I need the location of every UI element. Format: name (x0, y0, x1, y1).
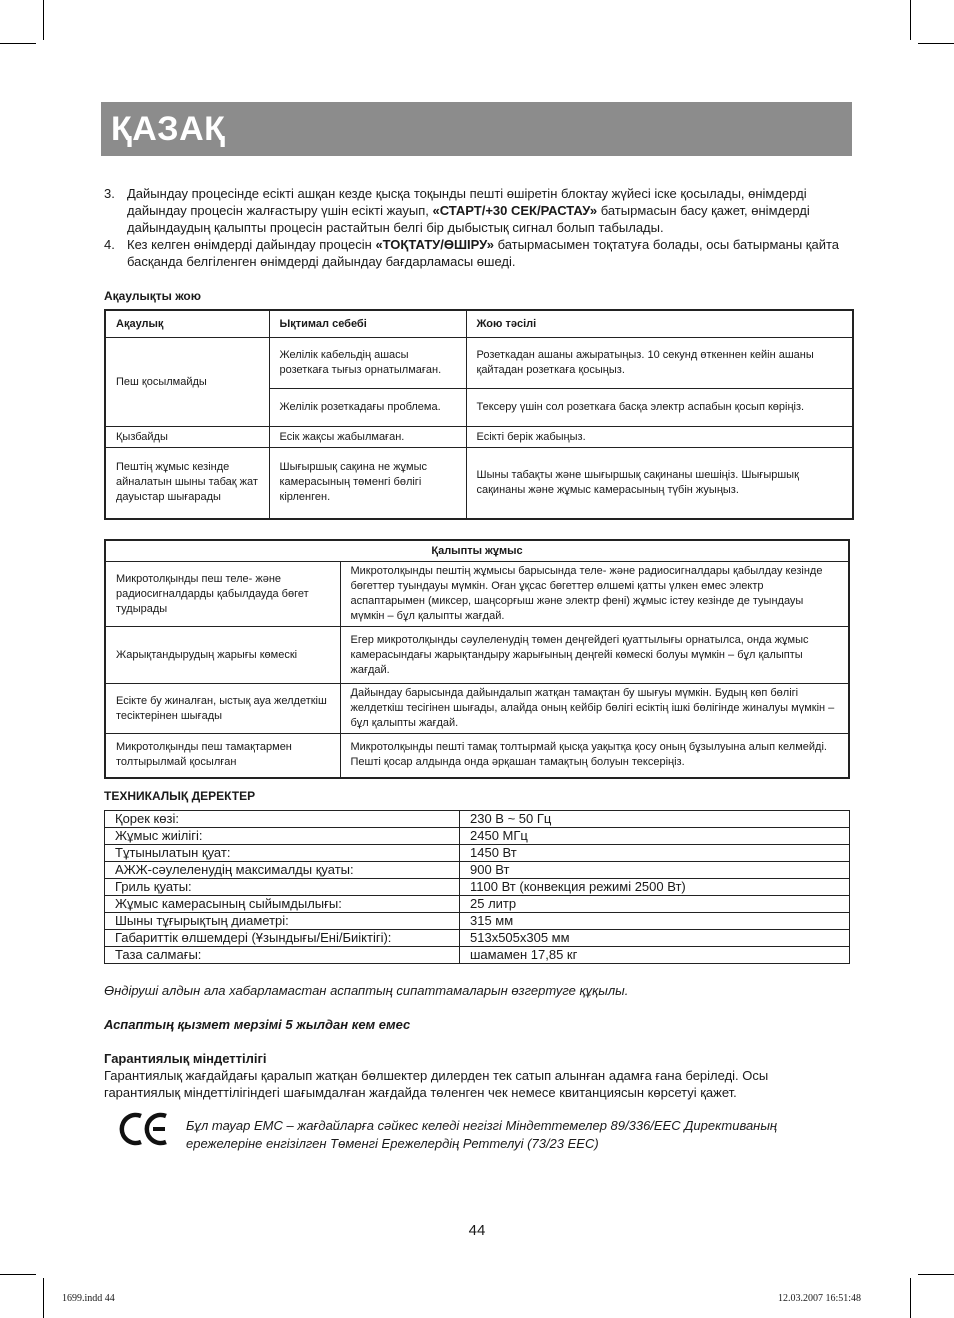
crop-mark (910, 0, 911, 40)
service-life-note: Аспаптың қызмет мерзімі 5 жылдан кем емес (104, 1017, 411, 1032)
explanation-cell: Микротолқынды пештің жұмысы барысында теле- және радиосигналдары қабылдау кезінде бөгеттер туындауы мүмкін. Оған ұқсас бөгеттер өлшемі қатты үлкен емес электр аспаптарымен (миксер, шаңсорғыш және электр фені) жұмыс істеу кезінде де туындауы мүмкін – бұл қалыпты жағдай. (340, 562, 849, 627)
cause-cell: Шығыршық сақина не жұмыс камерасының төменгі бөлігі кірленген. (269, 448, 466, 519)
table-row (105, 448, 853, 519)
normal-operation-table (104, 539, 850, 779)
column-header: Жою тәсілі (466, 310, 853, 338)
crop-mark (0, 43, 36, 44)
column-header: Ақаулық (105, 310, 269, 338)
table-row (105, 879, 850, 896)
table-row (105, 862, 850, 879)
explanation-cell: Егер микротолқынды сәулеленудің төмен деңгейдегі қуаттылығы орнатылса, онда жұмыс камерасындағы жарықтандыру жарығының деңгейі көмескі болуы мүмкін – бұл қалыпты жағдай. (340, 627, 849, 684)
list-item (104, 236, 839, 270)
spec-label: Таза салмағы: (105, 947, 460, 964)
table-row (105, 828, 850, 845)
crop-mark (43, 0, 44, 40)
cause-cell: Есік жақсы жабылмаған. (269, 427, 466, 448)
column-header: Ықтимал себебі (269, 310, 466, 338)
spec-label: АЖЖ-сәулеленудің максималды қуаты: (105, 862, 460, 879)
crop-mark (43, 1278, 44, 1318)
crop-mark (918, 1274, 954, 1275)
table-row (105, 913, 850, 930)
specs-table (104, 810, 850, 964)
spec-value: 230 В ~ 50 Гц (460, 811, 850, 828)
crop-mark (910, 1278, 911, 1318)
crop-mark (918, 43, 954, 44)
fault-cell: Пештің жұмыс кезінде айналатын шыны табақ жат дауыстар шығарады (105, 448, 269, 519)
button-name: «ТОҚТАТУ/ӨШІРУ» (375, 237, 494, 252)
step-number: 3. (104, 186, 115, 201)
spec-label: Гриль қуаты: (105, 879, 460, 896)
table-caption-row (105, 540, 849, 562)
situation-cell: Микротолқынды пеш тамақтармен толтырылмай қосылған (105, 734, 340, 778)
spec-value: 25 литр (460, 896, 850, 913)
table-row (105, 734, 849, 778)
cause-cell: Желілік розеткадағы проблема. (269, 389, 466, 427)
warranty-text: Гарантиялық жағдайдағы қаралып жатқан бөлшектер дилерден тек сатып алынған адамға ғана беріледі. Осы гарантиялық міндеттілігіндегі шағымдалған жағдайда төленген чек немесе квитанциясын көрсетуі қажет. (104, 1068, 769, 1100)
step-number: 4. (104, 237, 115, 252)
file-info: 1699.indd 44 (62, 1293, 115, 1304)
language-header (101, 102, 852, 156)
table-row (105, 930, 850, 947)
page-number: 44 (468, 1222, 486, 1239)
explanation-cell: Дайындау барысында дайындалып жатқан тамақтан бу шығуы мүмкін. Будың көп бөлігі желдеткіш тесігінен шығады, алайда оның кейбір бөлігі есіктің ішкі бөлігінде жиналуы мүмкін – бұл қалыпты жағдай. (340, 684, 849, 734)
table-row (105, 684, 849, 734)
remedy-cell: Шыны табақты және шығыршық сақинаны шешіңіз. Шығыршық сақинаны және жұмыс камерасының түбін жуыңыз. (466, 448, 853, 519)
spec-label: Габариттік өлшемдері (Ұзындығы/Ені/Биіктігі): (105, 930, 460, 947)
remedy-cell: Розеткадан ашаны ажыратыңыз. 10 секунд өткеннен кейін ашаны қайтадан розеткаға қосыңыз. (466, 338, 853, 389)
spec-value: 900 Вт (460, 862, 850, 879)
spec-value: 2450 МГц (460, 828, 850, 845)
spec-value: 1100 Вт (конвекция режимі 2500 Вт) (460, 879, 850, 896)
table-row (105, 811, 850, 828)
table-caption: Қалыпты жұмыс (105, 540, 849, 562)
remedy-cell: Есікті берік жабыңыз. (466, 427, 853, 448)
list-item (104, 185, 839, 236)
print-timestamp: 12.03.2007 16:51:48 (778, 1293, 862, 1304)
situation-cell: Есікте бу жиналған, ыстық ауа желдеткіш тесіктерінен шығады (105, 684, 340, 734)
step-text: батырмасымен тоқтатуға болады, осы батырманы қайта басқанда белгіленген өнімдерді дайындау бағдарламасы өшеді. (127, 237, 840, 269)
table-header-row (105, 310, 853, 338)
spec-label: Шыны тұғырықтың диаметрі: (105, 913, 460, 930)
step-text: Кез келген өнімдерді дайындау процесін (127, 237, 376, 252)
specs-title: ТЕХНИКАЛЫҚ ДЕРЕКТЕР (104, 789, 256, 803)
ce-mark-icon (119, 1110, 169, 1148)
table-row (105, 562, 849, 627)
spec-label: Жұмыс жиілігі: (105, 828, 460, 845)
page-title: ҚАЗАҚ (111, 110, 226, 148)
troubleshooting-title: Ақаулықты жою (104, 289, 201, 303)
manufacturer-note: Өндіруші алдын ала хабарламастан аспаптың сипаттамаларын өзгертуге құқылы. (104, 983, 629, 998)
table-row (105, 947, 850, 964)
cause-cell: Желілік кабельдің ашасы розеткаға тығыз орнатылмаған. (269, 338, 466, 389)
spec-value: шамамен 17,85 кг (460, 947, 850, 964)
situation-cell: Жарықтандырудың жарығы көмескі (105, 627, 340, 684)
table-row (105, 627, 849, 684)
spec-label: Қорек көзі: (105, 811, 460, 828)
situation-cell: Микротолқынды пеш теле- және радиосигналдарды қабылдауда бөгет тудырады (105, 562, 340, 627)
warranty-title: Гарантиялық міндеттілігі (104, 1051, 267, 1066)
ce-compliance-text: Бұл тауар EMC – жағдайларға сәйкес келеді негізгі Міндеттемелер 89/336/EEC Директиваның ережелеріне енгізілген Төменгі Ережелердің Реттелуі (73/23 EEC) (186, 1118, 778, 1151)
table-row (105, 845, 850, 862)
crop-mark (0, 1274, 36, 1275)
button-name: «СТАРТ/+30 СЕК/РАСТАУ» (432, 203, 598, 218)
explanation-cell: Микротолқынды пешті тамақ толтырмай қысқа уақытқа қосу оның бұзылуына алып келмейді. Пешті қосар алдында онда әрқашан тамақтың болуын тексеріңіз. (340, 734, 849, 778)
fault-cell: Пеш қосылмайды (105, 338, 269, 427)
table-row (105, 427, 853, 448)
spec-value: 315 мм (460, 913, 850, 930)
spec-label: Тұтынылатын қуат: (105, 845, 460, 862)
table-row (105, 896, 850, 913)
spec-value: 513x505x305 мм (460, 930, 850, 947)
step-text: батырмасын басу қажет, өнімдерді дайындаудың қалыпты процесін растайтын белгі бір дыбыстық сигнал болып табылады. (127, 203, 810, 235)
remedy-cell: Тексеру үшін сол розеткаға басқа электр аспабын қосып көріңіз. (466, 389, 853, 427)
spec-value: 1450 Вт (460, 845, 850, 862)
instruction-steps (104, 185, 839, 270)
step-text: Дайындау процесінде есікті ашқан кезде қысқа тоқынды пешті өшіретін блоктау жүйесі іске қосылады, өнімдерді дайындау процесін жалғастыру үшін есікті жауып, (127, 186, 807, 218)
troubleshooting-table (104, 309, 854, 520)
spec-label: Жұмыс камерасының сыйымдылығы: (105, 896, 460, 913)
fault-cell: Қызбайды (105, 427, 269, 448)
table-row (105, 338, 853, 389)
